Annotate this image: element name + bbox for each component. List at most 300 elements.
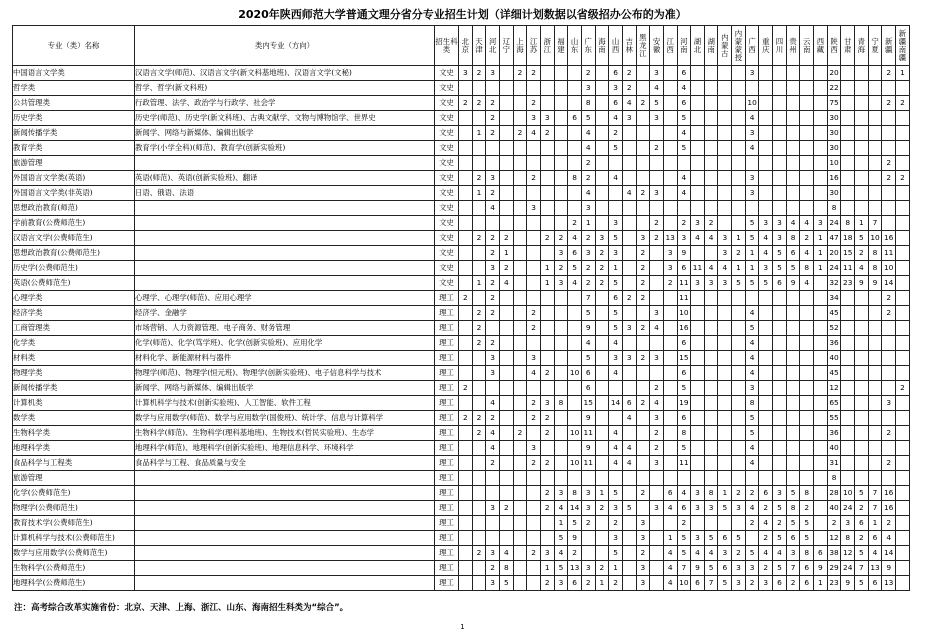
quota-cell: 5 [609,141,623,156]
direction-cell [135,531,435,546]
quota-cell: 4 [581,186,595,201]
quota-cell: 9 [568,531,582,546]
quota-cell [540,81,554,96]
quota-cell [855,291,869,306]
quota-cell [814,411,828,426]
quota-cell: 11 [841,261,855,276]
table-row [13,321,910,336]
quota-cell: 2 [745,576,759,591]
quota-cell [677,471,691,486]
quota-cell [896,471,910,486]
header-province: 陕西 [827,26,841,66]
quota-cell [732,66,746,81]
quota-cell [841,396,855,411]
quota-cell: 2 [472,66,486,81]
quota-cell [691,516,705,531]
quota-cell: 2 [472,546,486,561]
quota-cell [499,216,513,231]
quota-cell: 5 [677,441,691,456]
header-province: 重庆 [759,26,773,66]
quota-cell [636,501,650,516]
quota-cell [814,351,828,366]
quota-cell [841,111,855,126]
quota-cell: 3 [882,396,896,411]
quota-cell: 3 [581,81,595,96]
quota-cell [459,396,473,411]
quota-cell [663,201,677,216]
table-row [13,381,910,396]
quota-cell: 3 [745,186,759,201]
quota-cell [868,96,882,111]
quota-cell [800,201,814,216]
quota-cell: 4 [609,366,623,381]
quota-cell: 5 [609,231,623,246]
quota-cell [759,126,773,141]
header-province: 内蒙蒙授 [732,26,746,66]
quota-cell [636,81,650,96]
quota-cell [486,141,500,156]
direction-cell: 历史学(师范)、历史学(新文科班)、古典文献学、文物与博物馆学、世界史 [135,111,435,126]
quota-cell: 2 [882,171,896,186]
quota-cell [527,81,541,96]
quota-cell: 8 [868,246,882,261]
quota-cell: 4 [609,426,623,441]
quota-cell [841,351,855,366]
quota-cell: 10 [677,306,691,321]
quota-cell [786,441,800,456]
subject-cell: 理工 [435,441,459,456]
direction-cell: 计算机科学与技术(创新实验班)、人工智能、软件工程 [135,396,435,411]
major-name-cell: 历史学类 [13,111,135,126]
quota-cell [704,456,718,471]
quota-cell [595,111,609,126]
quota-cell [540,216,554,231]
quota-cell [882,81,896,96]
quota-cell [745,291,759,306]
quota-cell: 30 [827,111,841,126]
quota-cell [896,546,910,561]
quota-cell: 2 [486,231,500,246]
quota-cell [554,321,568,336]
quota-cell: 2 [650,231,664,246]
quota-cell [800,321,814,336]
table-row [13,291,910,306]
quota-cell [855,471,869,486]
quota-cell [882,141,896,156]
quota-cell [568,66,582,81]
quota-cell: 4 [622,411,636,426]
quota-cell [622,246,636,261]
quota-cell [609,471,623,486]
quota-cell: 6 [677,336,691,351]
quota-cell [855,351,869,366]
quota-cell [882,186,896,201]
header-province: 四川 [773,26,787,66]
quota-cell [855,141,869,156]
quota-cell: 5 [745,276,759,291]
quota-cell: 4 [677,171,691,186]
quota-cell [786,471,800,486]
quota-cell [677,201,691,216]
quota-cell: 6 [581,381,595,396]
quota-cell: 2 [636,246,650,261]
quota-cell [663,171,677,186]
quota-cell [513,336,527,351]
quota-cell [773,81,787,96]
quota-cell: 5 [609,546,623,561]
quota-cell: 2 [486,561,500,576]
quota-cell [459,231,473,246]
quota-cell: 2 [513,426,527,441]
quota-cell [595,291,609,306]
quota-cell [527,291,541,306]
quota-cell: 3 [691,531,705,546]
quota-cell [718,321,732,336]
table-row [13,156,910,171]
enrollment-plan-table [12,25,910,591]
quota-cell: 2 [636,186,650,201]
quota-cell: 2 [882,66,896,81]
quota-cell [745,156,759,171]
quota-cell [841,411,855,426]
quota-cell [554,351,568,366]
quota-cell [486,381,500,396]
quota-cell [718,216,732,231]
quota-cell [800,351,814,366]
quota-cell: 2 [527,66,541,81]
footnote: 注：高考综合改革实施省份：北京、天津、上海、浙江、山东、海南招生科类为“综合”。 [14,603,349,613]
quota-cell: 3 [609,501,623,516]
quota-cell [691,456,705,471]
quota-cell [868,366,882,381]
direction-cell [135,276,435,291]
quota-cell: 2 [622,66,636,81]
header-province: 北京 [459,26,473,66]
quota-cell [896,186,910,201]
quota-cell: 2 [882,426,896,441]
quota-cell [636,441,650,456]
subject-cell: 理工 [435,456,459,471]
quota-cell: 4 [486,201,500,216]
quota-cell [527,231,541,246]
quota-cell [513,156,527,171]
quota-cell: 3 [486,501,500,516]
quota-cell [704,201,718,216]
quota-cell [650,261,664,276]
quota-cell [636,366,650,381]
quota-cell: 2 [540,411,554,426]
quota-cell [786,411,800,426]
quota-cell [595,186,609,201]
quota-cell: 75 [827,96,841,111]
quota-cell [800,171,814,186]
quota-cell: 12 [841,546,855,561]
quota-cell: 8 [499,561,513,576]
quota-cell [622,201,636,216]
quota-cell [636,216,650,231]
quota-cell [499,336,513,351]
quota-cell: 6 [677,261,691,276]
table-row [13,126,910,141]
quota-cell [527,156,541,171]
quota-cell [868,156,882,171]
quota-cell [513,111,527,126]
quota-cell [704,246,718,261]
quota-cell: 2 [636,546,650,561]
quota-cell [663,441,677,456]
quota-cell: 10 [827,156,841,171]
quota-cell: 5 [745,321,759,336]
quota-cell: 2 [882,456,896,471]
quota-cell [718,111,732,126]
quota-cell: 6 [677,96,691,111]
quota-cell: 1 [472,126,486,141]
quota-cell: 9 [691,561,705,576]
quota-cell: 52 [827,321,841,336]
quota-cell: 13 [568,561,582,576]
quota-cell: 2 [882,96,896,111]
quota-cell [786,306,800,321]
subject-cell: 文史 [435,231,459,246]
quota-cell [472,141,486,156]
quota-cell: 16 [882,501,896,516]
quota-cell: 4 [759,516,773,531]
quota-cell [568,81,582,96]
quota-cell [472,201,486,216]
quota-cell [732,81,746,96]
quota-cell: 7 [868,486,882,501]
quota-cell [759,201,773,216]
quota-cell: 3 [718,546,732,561]
subject-cell: 理工 [435,576,459,591]
quota-cell [622,561,636,576]
quota-cell [718,66,732,81]
quota-cell [704,381,718,396]
quota-cell: 5 [677,531,691,546]
quota-cell [622,171,636,186]
quota-cell [704,141,718,156]
quota-cell [800,96,814,111]
quota-cell: 2 [527,96,541,111]
quota-cell: 6 [868,531,882,546]
quota-cell [459,531,473,546]
quota-cell [691,381,705,396]
quota-cell: 4 [581,141,595,156]
quota-cell: 3 [609,531,623,546]
quota-cell [759,66,773,81]
quota-cell: 10 [568,426,582,441]
quota-cell [691,81,705,96]
quota-cell [691,66,705,81]
quota-cell [814,336,828,351]
quota-cell: 2 [486,306,500,321]
quota-cell [773,381,787,396]
quota-cell [800,186,814,201]
quota-cell: 2 [622,81,636,96]
quota-cell [732,441,746,456]
quota-cell [595,381,609,396]
quota-cell: 3 [486,366,500,381]
quota-cell [513,231,527,246]
quota-cell: 11 [677,276,691,291]
subject-cell: 理工 [435,486,459,501]
quota-cell [786,186,800,201]
quota-cell [691,186,705,201]
header-province: 河北 [486,26,500,66]
quota-cell: 14 [882,546,896,561]
quota-cell: 3 [609,81,623,96]
direction-cell: 材料化学、新能源材料与器件 [135,351,435,366]
quota-cell: 36 [827,426,841,441]
quota-cell [595,321,609,336]
subject-cell: 理工 [435,396,459,411]
major-name-cell: 外国语言文学类(非英语) [13,186,135,201]
quota-cell [896,141,910,156]
quota-cell: 4 [704,261,718,276]
quota-cell: 2 [499,501,513,516]
header-province: 新疆 [882,26,896,66]
quota-cell [841,126,855,141]
quota-cell: 2 [527,396,541,411]
quota-cell [595,546,609,561]
quota-cell [841,321,855,336]
quota-cell [800,81,814,96]
quota-cell: 3 [636,516,650,531]
quota-cell: 3 [554,576,568,591]
quota-cell [800,381,814,396]
quota-cell [759,366,773,381]
quota-cell [786,426,800,441]
quota-cell: 2 [581,66,595,81]
table-row [13,396,910,411]
quota-cell [841,366,855,381]
quota-cell: 2 [486,291,500,306]
quota-cell [663,66,677,81]
quota-cell: 5 [773,501,787,516]
quota-cell: 7 [868,501,882,516]
quota-cell [814,171,828,186]
quota-cell [472,351,486,366]
quota-cell: 1 [868,516,882,531]
subject-cell: 理工 [435,366,459,381]
direction-cell: 生物科学(师范)、生物科学(理科基地班)、生物技术(哲民实验班)、生态学 [135,426,435,441]
quota-cell [595,531,609,546]
quota-cell: 3 [718,246,732,261]
quota-cell: 4 [622,441,636,456]
quota-cell: 15 [581,396,595,411]
quota-cell: 2 [459,291,473,306]
table-row [13,81,910,96]
quota-cell [568,411,582,426]
subject-cell: 文史 [435,246,459,261]
quota-cell: 4 [745,111,759,126]
table-row [13,306,910,321]
quota-cell: 5 [554,531,568,546]
major-name-cell: 旅游管理 [13,471,135,486]
quota-cell [718,441,732,456]
quota-cell: 1 [896,66,910,81]
quota-cell [691,321,705,336]
quota-cell: 5 [677,111,691,126]
quota-cell [472,246,486,261]
quota-cell: 3 [691,276,705,291]
quota-cell [896,486,910,501]
quota-cell [800,411,814,426]
quota-cell [499,321,513,336]
subject-cell: 理工 [435,531,459,546]
major-name-cell: 新闻传播学类 [13,381,135,396]
quota-cell [554,381,568,396]
major-name-cell: 哲学类 [13,81,135,96]
quota-cell [759,96,773,111]
quota-cell [882,201,896,216]
quota-cell [650,561,664,576]
quota-cell [896,201,910,216]
quota-cell [814,111,828,126]
major-name-cell: 生物科学(公费师范生) [13,561,135,576]
quota-cell [773,96,787,111]
direction-cell: 教育学(小学全科)(师范)、教育学(创新实验班) [135,141,435,156]
quota-cell: 2 [855,501,869,516]
quota-cell [773,186,787,201]
quota-cell [486,81,500,96]
major-name-cell: 数学类 [13,411,135,426]
quota-cell [732,171,746,186]
subject-cell: 理工 [435,336,459,351]
quota-cell [513,366,527,381]
quota-cell [759,441,773,456]
quota-cell [759,186,773,201]
quota-cell: 2 [636,351,650,366]
quota-cell: 29 [827,561,841,576]
quota-cell: 3 [581,486,595,501]
quota-cell [718,516,732,531]
quota-cell: 2 [595,276,609,291]
quota-cell [868,81,882,96]
quota-cell [814,186,828,201]
quota-cell [650,201,664,216]
header-province: 海南 [595,26,609,66]
quota-cell [527,471,541,486]
quota-cell: 12 [827,381,841,396]
quota-cell: 18 [841,231,855,246]
quota-cell: 28 [827,486,841,501]
quota-cell [786,381,800,396]
header-province: 辽宁 [499,26,513,66]
quota-cell [472,471,486,486]
quota-cell [540,141,554,156]
direction-cell: 新闻学、网络与新媒体、编辑出版学 [135,381,435,396]
quota-cell: 2 [540,486,554,501]
quota-cell [595,126,609,141]
quota-cell: 9 [581,441,595,456]
quota-cell [704,321,718,336]
quota-cell [609,186,623,201]
quota-cell [855,366,869,381]
quota-cell [718,171,732,186]
quota-cell [855,441,869,456]
quota-cell: 3 [595,231,609,246]
quota-cell [581,531,595,546]
quota-cell: 2 [896,96,910,111]
direction-cell [135,261,435,276]
quota-cell: 2 [855,246,869,261]
quota-cell: 4 [609,441,623,456]
quota-cell [663,336,677,351]
major-name-cell: 材料类 [13,351,135,366]
quota-cell [718,96,732,111]
quota-cell: 2 [472,411,486,426]
